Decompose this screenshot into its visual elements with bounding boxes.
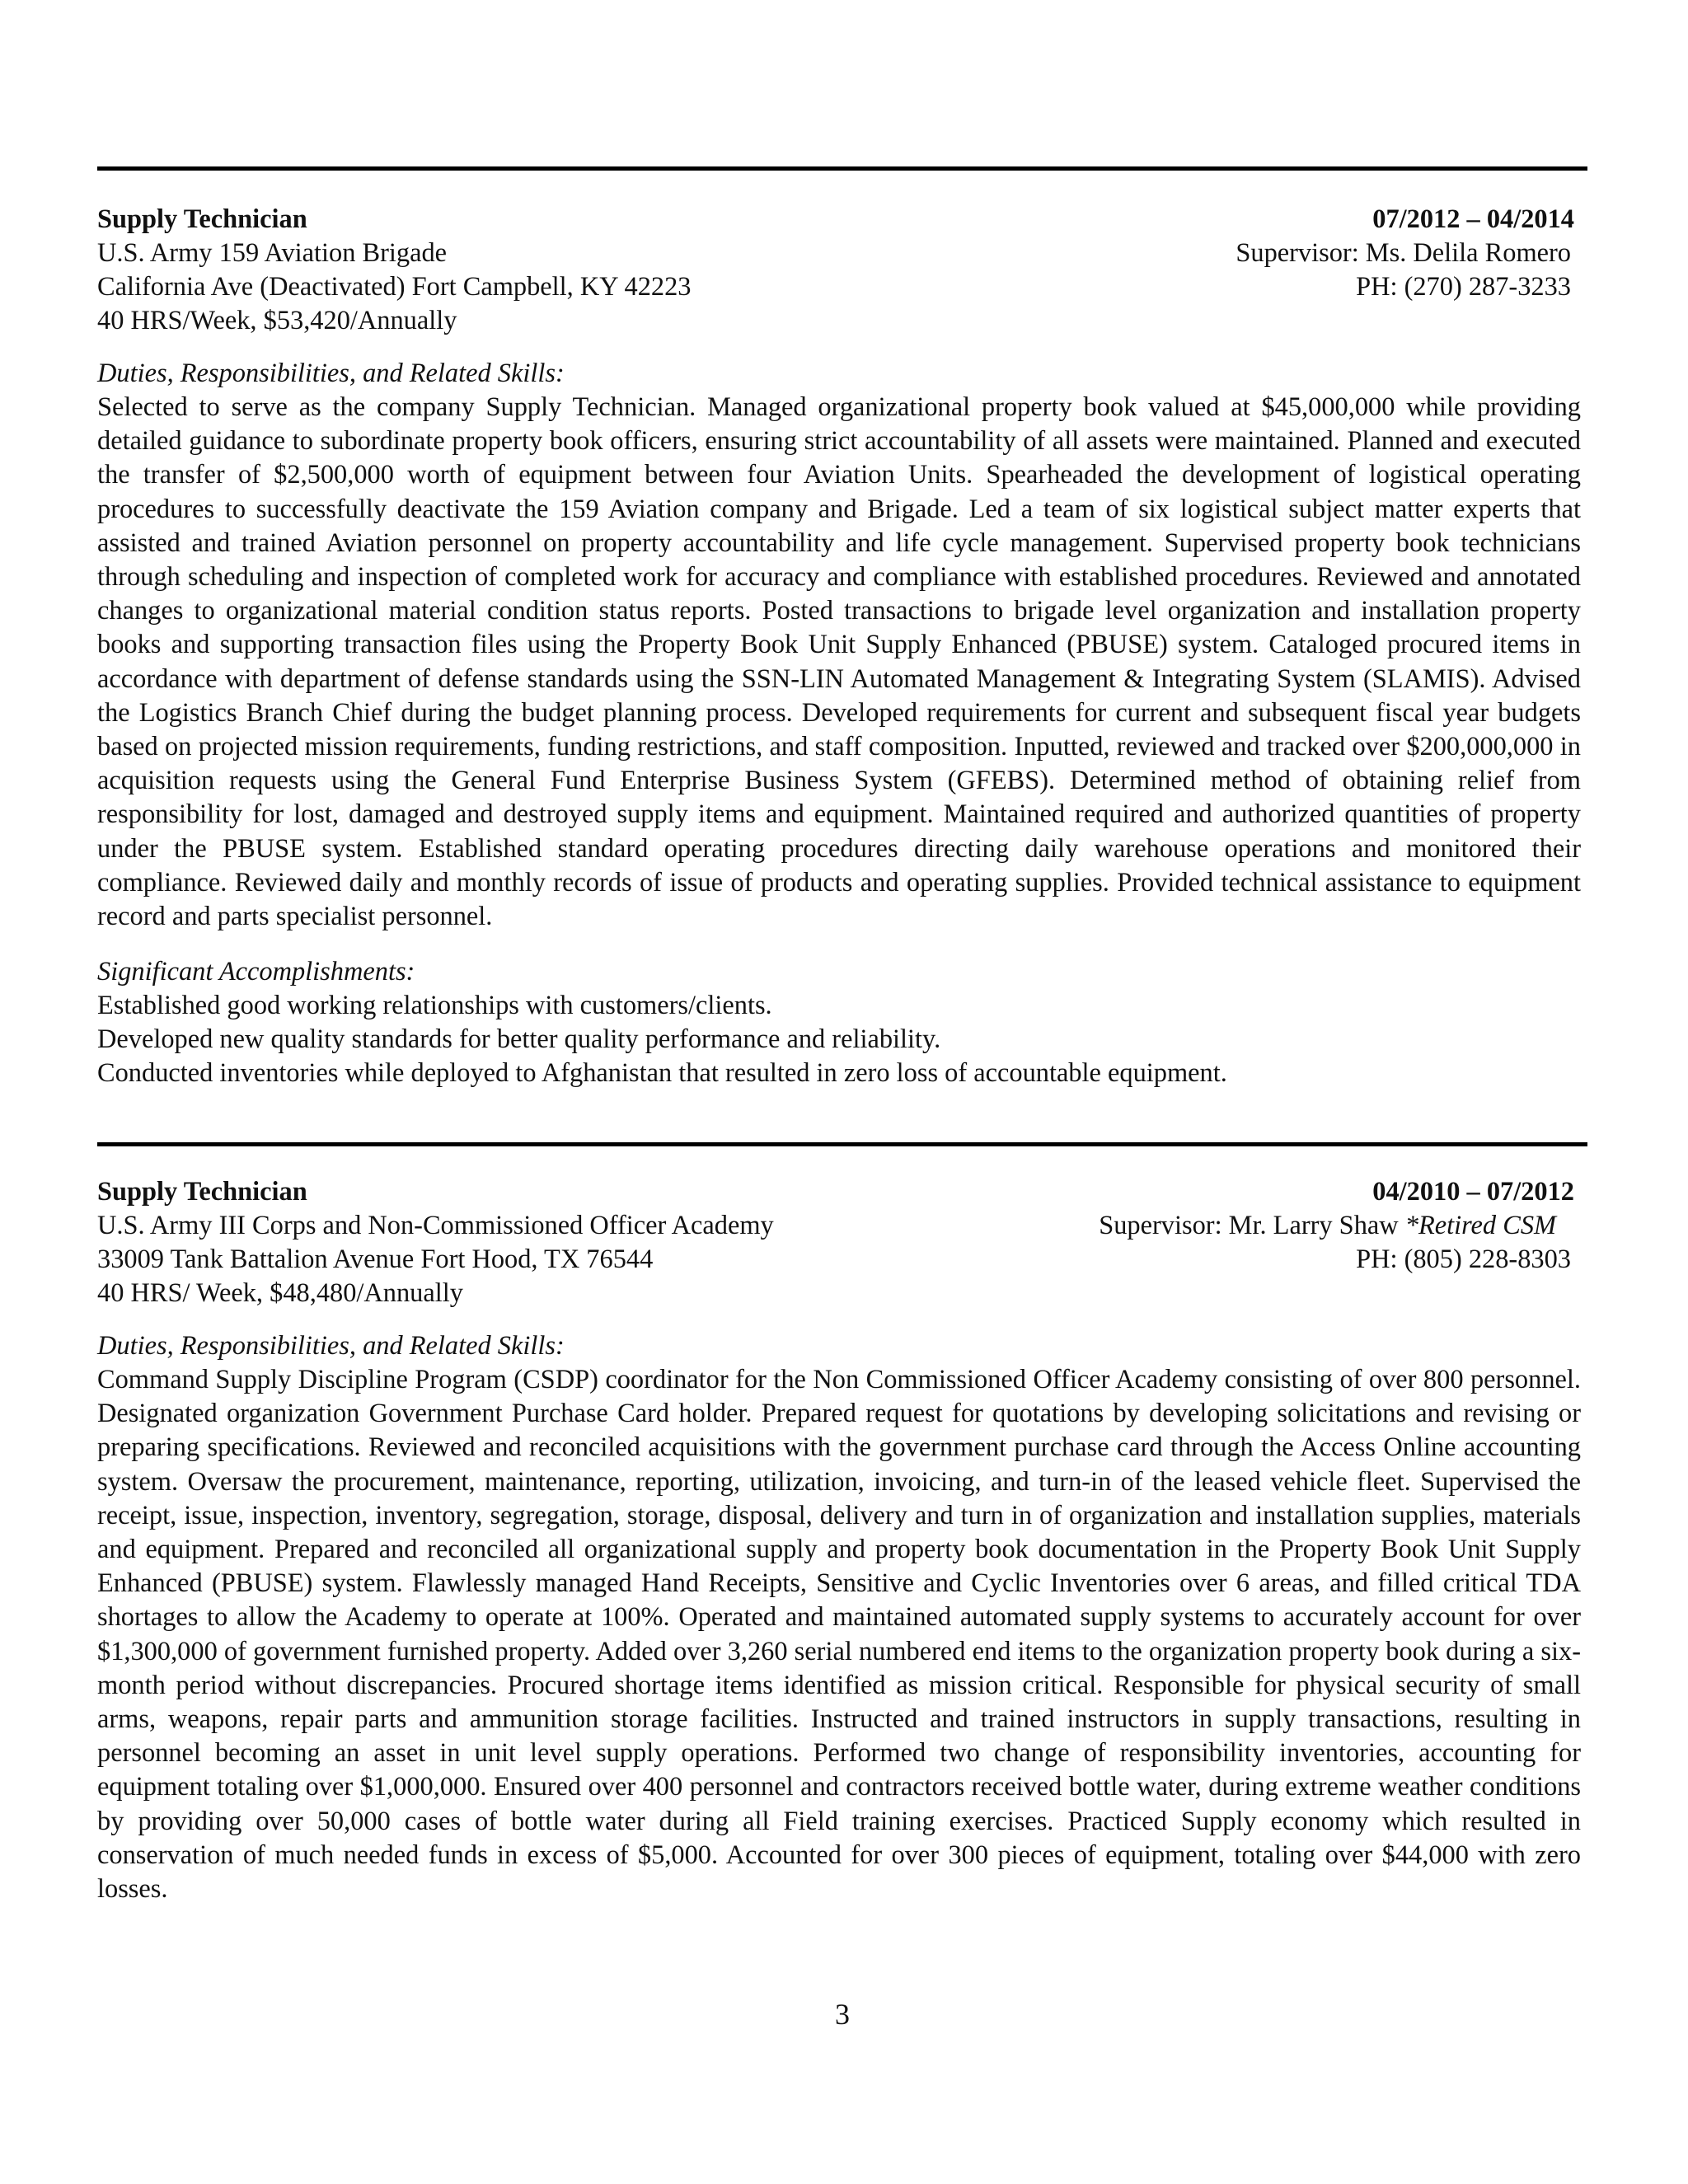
job-address-row xyxy=(97,270,1587,304)
job-header-row xyxy=(97,1175,1587,1209)
job-organization: U.S. Army 159 Aviation Brigade xyxy=(97,238,448,268)
job-hours-salary: 40 HRS/ Week, $48,480/Annually xyxy=(97,1278,463,1308)
job-entry xyxy=(97,203,1587,1090)
duties-label: Duties, Responsibilities, and Related Skills: xyxy=(97,1331,565,1361)
job-header-row xyxy=(97,203,1587,237)
job-title: Supply Technician xyxy=(97,204,307,234)
page-number: 3 xyxy=(835,1998,850,2031)
job-address-row xyxy=(97,1243,1587,1277)
accomplishment-item: Developed new quality standards for better quality performance and reliability. xyxy=(97,1024,941,1055)
resume-page xyxy=(97,0,1587,2184)
accomplishment-item: Established good working relationships with customers/clients. xyxy=(97,991,772,1021)
job-dates: 07/2012 – 04/2014 xyxy=(1372,204,1574,234)
accomplishments-label: Significant Accomplishments: xyxy=(97,957,415,987)
job-supervisor: Supervisor: Mr. Larry Shaw xyxy=(1099,1211,1399,1240)
duties-text: Selected to serve as the company Supply Technician. Managed organizational property book valued at $45,000,000 while providing detailed guidance to subordinate property book officers, ensuring strict accountability of all assets were maintained. Planned and executed the transfer of $2,500,000 worth of equipment between four Aviation Units. Spearheaded the development of logistical operating procedures to successfully deactivate the 159 Aviation company and Brigade. Led a team of six logistical subject matter experts that assisted and trained Aviation personnel on property accountability and life cycle management. Supervised property book technicians through scheduling and inspection of completed work for accuracy and compliance with established procedures. Reviewed and annotated changes to organizational material condition status reports. Posted transactions to brigade level organization and installation property books and supporting transaction files using the Property Book Unit Supply Enhanced (PBUSE) system. Cataloged procured items in accordance with department of defense standards using the SSN-LIN Automated Management & Integrating System (SLAMIS). Advised the Logistics Branch Chief during the budget planning process. Developed requirements for current and subsequent fiscal year budgets based on projected mission requirements, funding restrictions, and staff composition. Inputted, reviewed and tracked over $200,000,000 in acquisition requests using the General Fund Enterprise Business System (GFEBS). Determined method of obtaining relief from responsibility for lost, damaged and destroyed supply items and equipment. Maintained required and authorized quantities of property under the PBUSE system. Established standard operating procedures directing daily warehouse operations and monitored their compliance. Reviewed daily and monthly records of issue of products and operating supplies. Provided technical assistance to equipment record and parts specialist personnel. xyxy=(97,392,1581,932)
job-phone: PH: (270) 287-3233 xyxy=(1356,272,1571,302)
job-org-row xyxy=(97,237,1587,270)
supervisor-note: *Retired CSM xyxy=(1404,1211,1556,1240)
job-supervisor-group xyxy=(1099,1209,1587,1243)
job-hours-salary: 40 HRS/Week, $53,420/Annually xyxy=(97,306,457,335)
duties-label: Duties, Responsibilities, and Related Skills: xyxy=(97,359,565,388)
top-divider xyxy=(97,166,1587,171)
accomplishments-list xyxy=(97,989,1587,1090)
job-dates: 04/2010 – 07/2012 xyxy=(1372,1177,1574,1207)
job-organization: U.S. Army III Corps and Non-Commissioned Officer Academy xyxy=(97,1211,774,1240)
duties-text: Command Supply Discipline Program (CSDP) coordinator for the Non Commissioned Officer Academy consisting of over 800 personnel. Designated organization Government Purchase Card holder. Prepared request for quotations by developing solicitations and revising or preparing specifications. Reviewed and reconciled acquisitions with the government purchase card through the Access Online accounting system. Oversaw the procurement, maintenance, reporting, utilization, invoicing, and turn-in of the leased vehicle fleet. Supervised the receipt, issue, inspection, inventory, segregation, storage, disposal, delivery and turn in of organization and installation supplies, materials and equipment. Prepared and reconciled all organizational supply and property book documentation in the Property Book Unit Supply Enhanced (PBUSE) system. Flawlessly managed Hand Receipts, Sensitive and Cyclic Inventories over 6 areas, and filled critical TDA shortages to allow the Academy to operate at 100%. Operated and maintained automated supply systems to accurately account for over $1,300,000 of government furnished property. Added over 3,260 serial numbered end items to the organization property book during a six-month period without discrepancies. Procured shortage items identified as mission critical. Responsible for physical security of small arms, weapons, repair parts and ammunition storage facilities. Instructed and trained instructors in supply transactions, resulting in personnel becoming an asset in unit level supply operations. Performed two change of responsibility inventories, accounting for equipment totaling over $1,000,000. Ensured over 400 personnel and contractors received bottle water, during extreme weather conditions by providing over 50,000 cases of bottle water during all Field training exercises. Practiced Supply economy which resulted in conservation of much needed funds in excess of $5,000. Accounted for over 300 pieces of equipment, totaling over $44,000 with zero losses. xyxy=(97,1365,1581,1905)
job-supervisor: Supervisor: Ms. Delila Romero xyxy=(1236,238,1571,268)
job-address: 33009 Tank Battalion Avenue Fort Hood, TX 76544 xyxy=(97,1244,654,1274)
job-divider xyxy=(97,1142,1587,1146)
job-org-row xyxy=(97,1209,1587,1243)
job-phone: PH: (805) 228-8303 xyxy=(1356,1244,1571,1274)
job-entry xyxy=(97,1175,1587,1906)
job-title: Supply Technician xyxy=(97,1177,307,1207)
job-address: California Ave (Deactivated) Fort Campbell, KY 42223 xyxy=(97,272,692,302)
accomplishment-item: Conducted inventories while deployed to Afghanistan that resulted in zero loss of accountable equipment. xyxy=(97,1058,1227,1089)
